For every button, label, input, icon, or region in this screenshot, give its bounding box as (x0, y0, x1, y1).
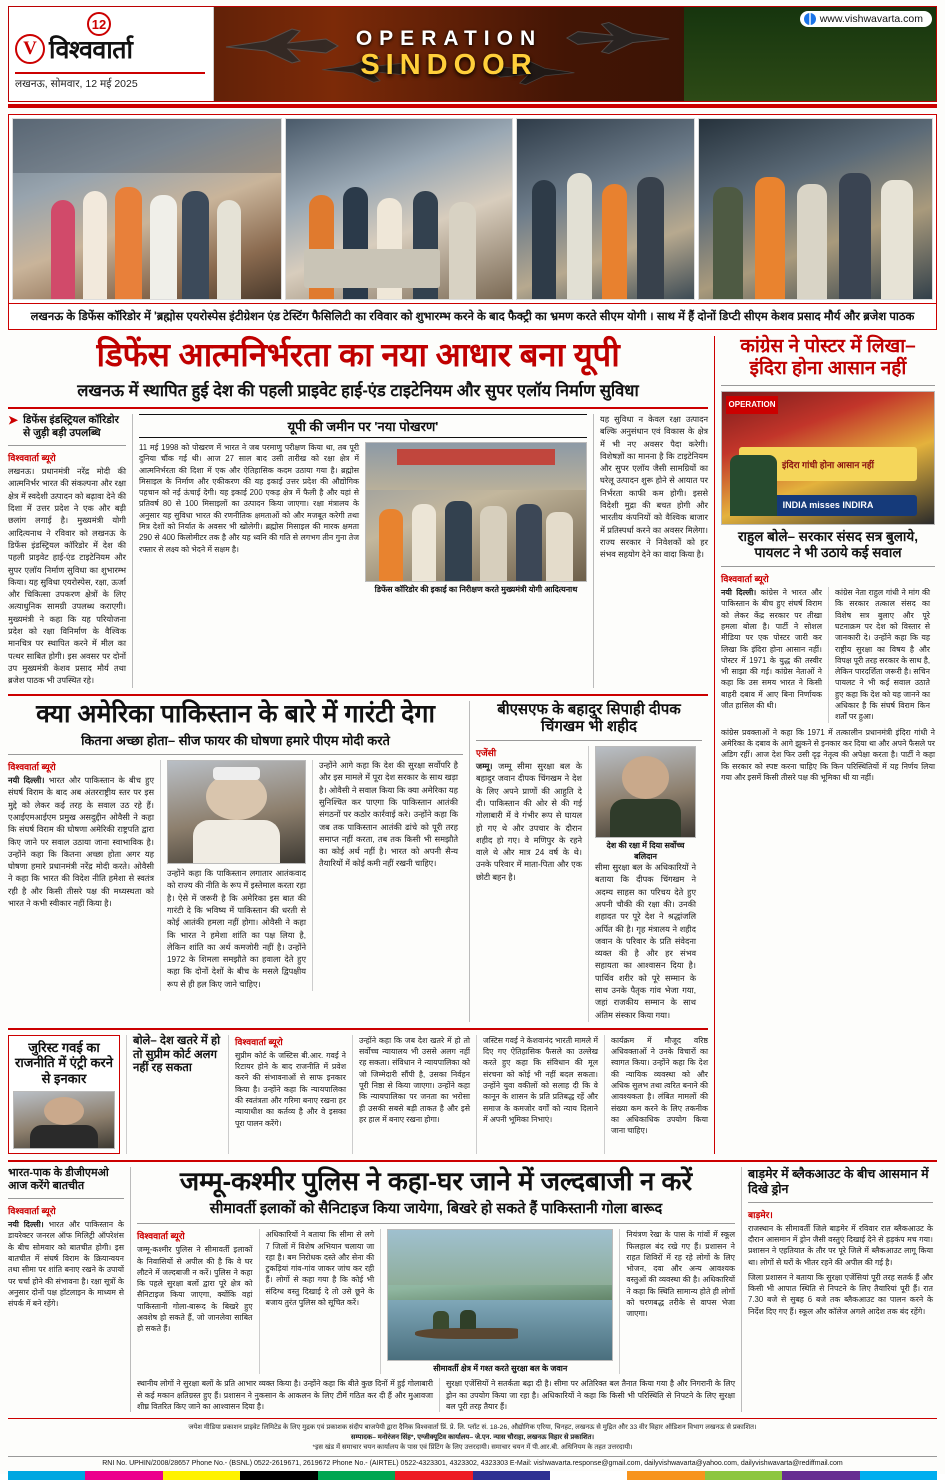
poster-text-1: इंदिरा गांधी होना आसान नहीं (739, 447, 917, 481)
imprint-line-3: *इस खंड में समाचार चयन कार्यालय के पास एवं प्रिंटिंग के लिए उत्तरदायी। समाचार चयन में पी.आर.बी. अधिनियम के तहत उत्तरदायी। (312, 1443, 633, 1451)
america-headline: क्या अमेरिका पाकिस्तान के बारे में गारंटी देगा (36, 699, 435, 728)
photo-strip (8, 114, 937, 304)
congress-body-3: कांग्रेस प्रवक्ताओं ने कहा कि 1971 में तत्कालीन प्रधानमंत्री इंदिरा गांधी ने अमेरिका के दबाव के आगे झुकने से इनकार कर दिया था और अपने फैसले पर अडिग रहीं। आज देश फिर उसी दृढ़ नेतृत्व की अपेक्षा करता है। पार्टी ने कहा कि सरकार को स्पष्ट करना चाहिए कि किन परिस्थितियों में यह निर्णय लिया गया और इसमें किसी तीसरे पक्ष की भूमिका थी या नहीं। (721, 727, 935, 782)
lead-column-1 (8, 414, 126, 688)
story-bsf (476, 701, 702, 1022)
news-photo (285, 118, 513, 300)
jk-body-2: अधिकारियों ने बताया कि सीमा से लगे 7 जिलों में विशेष अभियान चलाया जा रहा है। बम निरोधक दस्ते और सेना की टुकड़ियां गांव-गांव जाकर जांच कर रही हैं। लोगों से कहा गया है कि कोई भी संदिग्ध वस्तु दिखाई दे तो उसे छूने के बजाय तुरंत पुलिस को सूचित करें। (265, 1230, 375, 1308)
divider (476, 740, 702, 741)
masthead (8, 6, 937, 102)
congress-subhead: राहुल बोले– सरकार संसद सत्र बुलाये, पायलट ने भी उठाये कई सवाल (738, 528, 918, 560)
inset-photo (365, 442, 587, 582)
deepak-portrait (595, 746, 696, 838)
imprint-line-1: जयेश मीडिया प्रकाशन प्राइवेट लिमिटेड के लिए मुद्रक एवं प्रकाशक संदीप बाजपेयी द्वारा दैनिक विश्ववार्ता प्रिं. प्रे. लि. प्लॉट सं. 18-26, औद्योगिक एरिया, चिनहट, लखनऊ से मुद्रित और 33 वीर विहार ऑडिशन विभाग लखनऊ से प्रकाशित। (188, 1424, 757, 1432)
website-url[interactable] (800, 11, 932, 27)
divider (8, 445, 126, 446)
jk-body-4: स्थानीय लोगों ने सुरक्षा बलों के प्रति आभार व्यक्त किया है। उन्होंने कहा कि बीते कुछ दिनों में हुई गोलाबारी से कई मकान क्षतिग्रस्त हुए हैं। प्रशासन ने नुकसान के आकलन के लिए टीमें गठित कर दी हैं और मुआवजा शीघ्र वितरित किए जाने का आश्वासन दिया है। (137, 1379, 433, 1411)
lead-body-1: लखनऊ। प्रधानमंत्री नरेंद्र मोदी की आत्मनिर्भर भारत की संकल्पना और रक्षा क्षेत्र में स्वदेशी उत्पादन को बढ़ावा देने की दिशा में उत्तर प्रदेश ने एक और बड़ी छलांग लगाई है। मुख्यमंत्री योगी आदित्यनाथ ने रविवार को लखनऊ के डिफेंस इंडस्ट्रियल कॉरिडोर में देश की पहली प्राइवेट हाई-एंड टाइटेनियम और सुपर एलॉय निर्माण सुविधा का शुभारम्भ किया। यह सुविधा एयरोस्पेस, रक्षा, ऊर्जा और चिकित्सा उपकरण क्षेत्रों के लिए अत्याधुनिक सामग्री उपलब्ध कराएगी। मुख्यमंत्री ने कहा कि यह परियोजना प्रदेश को रक्षा विनिर्माण के वैश्विक मानचित्र पर स्थापित करने में मील का पत्थर साबित होगी। इस अवसर पर दोनों उप मुख्यमंत्री केशव प्रसाद मौर्य तथा ब्रजेश पाठक भी उपस्थित रहे। (8, 467, 126, 686)
divider (721, 566, 935, 567)
jurist-quote-head: बोले– देश खतरे में हो तो सुप्रीम कोर्ट अलग नहीं रह सकता (133, 1034, 221, 1075)
jurist-quote (126, 1035, 222, 1154)
inset-title: यूपी की जमीन पर 'नया पोखरण' (139, 414, 587, 438)
masthead-dateline: लखनऊ, सोमवार, 12 मई 2025 (15, 72, 205, 91)
divider (721, 385, 935, 386)
story-jk (130, 1167, 742, 1412)
operation-title-line2: SINDOOR (360, 48, 538, 81)
photo-strip-caption: लखनऊ के डिफेंस कॉरिडोर में 'ब्रह्मोस एयरोस्पेस इंटीग्रेशन एंड टेस्टिंग फैसिलिटी का रविवार को शुभारम्भ करने के बाद फैक्ट्री का भ्रमण करते सीएम योगी । साथ में हैं दोनों डिप्टी सीएम केशव प्रसाद मौर्य और ब्रजेश पाठक (8, 304, 937, 330)
lead-headline: डिफेंस आत्मनिर्भरता का नया आधार बना यूपी (96, 336, 620, 373)
news-photo (698, 118, 933, 300)
masthead-right-photo (684, 7, 936, 101)
america-body-3: उन्होंने आगे कहा कि देश की सुरक्षा सर्वोपरि है और इस मामले में पूरा देश सरकार के साथ खड़ा है। ओवैसी ने सवाल किया कि क्या अमेरिका यह सुनिश्चित कर पाएगा कि पाकिस्तान आतंकी संगठनों पर कठोर कार्रवाई करे। उन्होंने कहा कि जब तक पाकिस्तान आतंकी ढांचे को पूरी तरह समाप्त नहीं करता, तब तक किसी भी समझौते का कोई अर्थ नहीं है। भारत को अपनी सैन्य तैयारियों में कोई कमी नहीं रखनी चाहिए। (319, 761, 458, 869)
poster-text-2: INDIA misses INDIRA (739, 495, 917, 516)
rni-line: RNI No. UPHIN/2008/28657 Phone No.- (BSNL) 0522-2619671, 2619672 Phone No.- (AIRTEL) 0522-4323301, 4323302, 4323303 E-Mail: vishwavarta.response@gmail.com, dailyvishwavarta@yahoo.com, dailyvishwavarta@rediffmail.com (8, 1456, 937, 1467)
dgmo-brief (8, 1167, 124, 1412)
masthead-divider (8, 104, 937, 108)
news-photo (516, 118, 695, 300)
jurist-headline: जुरिस्ट गवई का राजनीति में एंट्री करने से इनकार (15, 1039, 113, 1087)
byline: बाड़मेर। (748, 1209, 773, 1220)
story-barmer (748, 1167, 933, 1412)
globe-icon (804, 13, 816, 25)
lead-kicker-text: डिफेंस इंडस्ट्रियल कॉरिडोर से जुड़ी बड़ी उपलब्धि (23, 413, 119, 440)
bsf-photo-caption: देश की रक्षा में दिया सर्वोच्च बलिदान (606, 841, 685, 862)
divider (748, 1202, 933, 1203)
jk-body-5: सुरक्षा एजेंसियों ने सतर्कता बढ़ा दी है। सीमा पर अतिरिक्त बल तैनात किया गया है और निगरानी के लिए ड्रोन का उपयोग किया जा रहा है। अधिकारियों ने कहा कि किसी भी परिस्थिति से निपटने के लिए सुरक्षा बल पूरी तरह तैयार हैं। (445, 1379, 735, 1411)
jurist-body-2: उन्होंने कहा कि जब देश खतरे में हो तो सर्वोच्च न्यायालय भी उससे अलग नहीं रह सकता। संविधान ने न्यायपालिका को जो जिम्मेदारी सौंपी है, उसका निर्वहन पूरी निष्ठा से किया जाएगा। उन्होंने कहा कि न्यायपालिका पर जनता का भरोसा ही उसकी सबसे बड़ी ताकत है और इसे हर हाल में बनाए रखना होगा। (359, 1035, 470, 1124)
arrow-icon: ➤ (8, 412, 19, 427)
news-photo (12, 118, 282, 300)
lead-body-3: यह सुविधा न केवल रक्षा उत्पादन बल्कि अनुसंधान एवं विकास के क्षेत्र में भी नए अवसर पैदा करेगी। विशेषज्ञों का मानना है कि टाइटेनियम और सुपर एलॉय जैसी सामग्रियों का घरेलू उत्पादन शुरू होने से आयात पर निर्भरता काफी कम होगी। इससे विदेशी मुद्रा की बचत होगी और भारतीय कंपनियों को वैश्विक बाजार में प्रतिस्पर्धा करने का अवसर मिलेगा। राज्य सरकार ने निवेशकों को हर संभव सहयोग देने का वादा किया है। (600, 414, 708, 560)
byline: एजेंसी (476, 748, 497, 759)
congress-body-2: कांग्रेस नेता राहुल गांधी ने मांग की कि सरकार तत्काल संसद का विशेष सत्र बुलाए और पूरे घटनाक्रम पर देश को विस्तार से जानकारी दे। उन्होंने कहा कि यह राष्ट्रीय सुरक्षा का विषय है और विपक्ष पूरी तरह सरकार के साथ है, लेकिन पारदर्शिता जरूरी है। सचिन पायलट ने भी कई सवाल उठाते हुए कहा कि देश को यह जानने का अधिकार है कि संघर्ष विराम किन शर्तों पर हुआ। (835, 588, 931, 722)
story-america (8, 701, 470, 1022)
right-rail (714, 336, 935, 1154)
jk-subhead: सीमावर्ती इलाकों को सैनिटाइज किया जायेगा, बिखरे हो सकते हैं पाकिस्तानी गोला बारूद (209, 1201, 663, 1218)
bsf-body-2: सीमा सुरक्षा बल के अधिकारियों ने बताया कि दीपक चिंगखम ने अदम्य साहस का परिचय देते हुए अपनी चौकी की रक्षा की। उनकी शहादत पर पूरे देश ने श्रद्धांजलि अर्पित की है। गृह मंत्रालय ने शहीद जवान के परिवार के प्रति संवेदना व्यक्त की है और हर संभव सहायता का आश्वासन दिया है। पार्थिव शरीर को पूरे सम्मान के साथ उनके पैतृक गांव भेजा गया, जहां राजकीय सम्मान के साथ अंतिम संस्कार किया गया। (595, 863, 696, 1020)
divider (8, 1198, 124, 1199)
imprint-line-2: सम्पादक– मनोरंजन सिंह*, एग्जीक्यूटिव कार्यालय– जे.एन. न्यास चौराहा, लखनऊ विहार से प्रकाशित। (350, 1434, 595, 1441)
byline: विश्ववार्ता ब्यूरो (8, 453, 56, 464)
congress-poster-photo: OPERATION इंदिरा गांधी होना आसान नहीं INDIA misses INDIRA (721, 391, 935, 525)
fighter-jet-icon (562, 17, 674, 59)
publication-logo-icon: V (15, 34, 45, 64)
byline: विश्ववार्ता ब्यूरो (8, 762, 56, 773)
america-subhead: कितना अच्छा होता– सीज फायर की घोषणा हमारे पीएम मोदी करते (81, 733, 390, 749)
barmer-body-2: जिला प्रशासन ने बताया कि सुरक्षा एजेंसियां पूरी तरह सतर्क हैं और किसी भी आपात स्थिति से निपटने के लिए तैयारियां पूरी हैं। रात 7.30 बजे से सुबह 6 बजे तक ब्लैकआउट का पालन करने के निर्देश दिए गए हैं। स्कूल और कॉलेज अगले आदेश तक बंद रहेंगे। (748, 1272, 933, 1316)
bsf-body-1: जम्मू। जम्मू सीमा सुरक्षा बल के बहादुर जवान दीपक चिंगखम ने देश के लिए अपने प्राणों की आहुति दे दी। पाकिस्तान की ओर से की गई गोलाबारी में वे गंभीर रूप से घायल हो गए थे और उपचार के दौरान शहीद हो गए। वे मणिपुर के रहने वाले थे और मात्र 24 वर्ष के थे। उनके परिवार में माता-पिता और एक छोटी बहन है। (476, 762, 582, 882)
page-number: 12 (87, 12, 111, 36)
divider (8, 754, 463, 755)
jk-body-3: नियंत्रण रेखा के पास के गांवों में स्कूल फिलहाल बंद रखे गए हैं। प्रशासन ने राहत शिविरों में रह रहे लोगों के लिए भोजन, दवा और अन्य आवश्यक वस्तुओं की व्यवस्था की है। अधिकारियों ने कहा कि स्थिति सामान्य होते ही लोगों को चरणबद्ध तरीके से वापस भेजा जाएगा। (626, 1230, 735, 1319)
jurist-body-4: कार्यक्रम में मौजूद वरिष्ठ अधिवक्ताओं ने उनके विचारों का स्वागत किया। उन्होंने कहा कि देश की न्यायिक व्यवस्था को और अधिक सुलभ तथा त्वरित बनाने की आवश्यकता है। लंबित मामलों की संख्या कम करने के लिए तकनीक का अधिकाधिक उपयोग किया जाना चाहिए। (611, 1035, 708, 1136)
gavai-portrait (13, 1091, 115, 1149)
jk-photo-caption: सीमावर्ती क्षेत्र में गश्त करते सुरक्षा बल के जवान (433, 1364, 568, 1374)
inset-body: 11 मई 1998 को पोखरण में भारत ने जब परमाणु परीक्षण किया था, तब पूरी दुनिया चौंक गई थी। आज 27 साल बाद उसी तारीख को रक्षा क्षेत्र में आत्मनिर्भरता की दिशा में एक और ऐतिहासिक कदम उठाया गया है। ब्रह्मोस मिसाइल के निर्माण और एकीकरण की यह इकाई उत्तर प्रदेश की औद्योगिक पहचान को नई ऊंचाई देगी। यह इकाई 200 एकड़ क्षेत्र में फैली है और यहां से प्रतिवर्ष 80 से 100 मिसाइलों का उत्पादन किया जाएगा। रक्षा मंत्रालय के अनुसार यह सुविधा भारत की रणनीतिक क्षमताओं को और मजबूत करेगी तथा मित्र देशों को निर्यात के अवसर भी खोलेगी। ब्रह्मोस मिसाइल की मारक क्षमता 290 से 400 किलोमीटर तक है और यह ध्वनि की गति से लगभग तीन गुना तेज रफ्तार से लक्ष्य को भेदने में सक्षम है। (139, 442, 360, 554)
operation-title-line1: OPERATION (355, 26, 543, 50)
jk-photo (387, 1229, 613, 1361)
divider (8, 694, 708, 696)
america-body-2: उन्होंने कहा कि पाकिस्तान लगातार आतंकवाद को राज्य की नीति के रूप में इस्तेमाल करता रहा है। ऐसे में जरूरी है कि अमेरिका इस बात की गारंटी दे कि भविष्य में पाकिस्तान की धरती से कोई आतंकी हमला नहीं होगा। ओवैसी ने कहा कि भारत ने हमेशा शांति का पक्ष लिया है, लेकिन शांति का अर्थ कमजोरी नहीं है। उन्होंने 1972 के शिमला समझौते का हवाला देते हुए कहा कि दोनों देशों के बीच के मसले द्विपक्षीय रूप से ही हल किए जाने चाहिए। (167, 869, 306, 989)
story-jurist-head (8, 1035, 120, 1154)
byline: विश्ववार्ता ब्यूरो (8, 1206, 56, 1217)
dgmo-kicker: भारत-पाक के डीजीएमओ आज करेंगे बातचीत (8, 1166, 109, 1192)
lead-column-3 (600, 414, 708, 688)
owaisi-portrait (167, 760, 306, 864)
print-registration-bar (8, 1471, 937, 1480)
barmer-headline: बाड़मेर में ब्लैकआउट के बीच आसमान में दिखे ड्रोन (748, 1166, 929, 1196)
lead-subhead: लखनऊ में स्थापित हुई देश की पहली प्राइवेट हाई-एंड टाइटेनियम और सुपर एलॉय निर्माण सुविधा (77, 381, 639, 400)
bsf-headline: बीएसएफ के बहादुर सिपाही दीपक चिंगखम भी शहीद (497, 700, 681, 735)
america-body-1: नयी दिल्ली। भारत और पाकिस्तान के बीच हुए संघर्ष विराम के बाद अब अंतरराष्ट्रीय स्तर पर इस मुद्दे को लेकर कई तरह के सवाल उठ रहे हैं। एआईएमआईएम प्रमुख असदुद्दीन ओवैसी ने कहा कि संघर्ष विराम की घोषणा अमेरिकी राष्ट्रपति द्वारा किए जाने पर सवाल उठाया जाना स्वाभाविक है। उन्होंने कहा कि कितना अच्छा होता अगर यह घोषणा हमारे प्रधानमंत्री नरेंद्र मोदी करते। ओवैसी ने कहा कि भारत की विदेश नीति हमेशा से स्वतंत्र रही है और किसी तीसरे पक्ष की मध्यस्थता को भारत ने कभी स्वीकार नहीं किया है। (8, 776, 154, 908)
jk-body-1: जम्मू-कश्मीर पुलिस ने सीमावर्ती इलाकों के निवासियों से अपील की है कि वे घर लौटने में जल्दबाजी न करें। पुलिस ने कहा कि पहले सुरक्षा बलों द्वारा पूरे क्षेत्र को सैनिटाइज किया जाएगा, क्योंकि वहां पाकिस्तानी गोला-बारूद के बिखरे हुए अवशेष हो सकते हैं, जो जानलेवा साबित हो सकते हैं। (137, 1245, 253, 1334)
jk-headline: जम्मू-कश्मीर पुलिस ने कहा-घर जाने में जल्दबाजी न करें (179, 1165, 693, 1196)
congress-headline: कांग्रेस ने पोस्टर में लिखा– इंदिरा होना आसान नहीं (740, 336, 916, 379)
main-column (8, 336, 708, 1154)
jurist-body-1: सुप्रीम कोर्ट के जस्टिस बी.आर. गवई ने रिटायर होने के बाद राजनीति में प्रवेश करने की संभावनाओं से साफ इनकार किया है। उन्होंने कहा कि न्यायपालिका की स्वतंत्रता और गरिमा बनाए रखना हर न्यायाधीश का कर्तव्य है और वे इसका पूरा पालन करेंगे। (235, 1050, 346, 1128)
divider (137, 1223, 735, 1224)
website-url-text: www.vishwavarta.com (819, 13, 923, 25)
inset-photo-caption: डिफेंस कॉरिडोर की इकाई का निरीक्षण करते मुख्यमंत्री योगी आदित्यनाथ (374, 584, 578, 594)
divider (8, 1160, 937, 1162)
dgmo-body: नयी दिल्ली। भारत और पाकिस्तान के डायरेक्टर जनरल ऑफ मिलिट्री ऑपरेशंस के बीच सोमवार को बातचीत होगी। इस बातचीत में संघर्ष विराम के क्रियान्वयन तथा सीमा पर शांति बनाए रखने के उपायों पर चर्चा होने की संभावना है। रक्षा सूत्रों के अनुसार दोनों पक्ष हॉटलाइन के माध्यम से संपर्क में बने रहेंगे। (8, 1220, 124, 1309)
imprint (8, 1418, 937, 1453)
operation-banner (214, 7, 684, 101)
byline: विश्ववार्ता ब्यूरो (721, 574, 769, 585)
congress-body-1: नयी दिल्ली। कांग्रेस ने भारत और पाकिस्तान के बीच हुए संघर्ष विराम को लेकर केंद्र सरकार पर तीखा हमला बोला है। पार्टी ने सोशल मीडिया पर एक पोस्टर जारी कर लिखा कि इंदिरा होना आसान नहीं। पोस्टर में 1971 के युद्ध की तस्वीर भी साझा की गई। कांग्रेस नेताओं ने कहा कि उस समय भारत ने किसी बाहरी दबाव में आए बिना निर्णायक जीत हासिल की थी। (721, 588, 822, 711)
byline: विश्ववार्ता ब्यूरो (137, 1231, 185, 1242)
lead-inset-box (132, 414, 594, 688)
divider (8, 1028, 708, 1030)
publication-title: विश्ववार्ता (49, 35, 133, 64)
divider (8, 407, 708, 409)
masthead-nameplate (9, 7, 214, 101)
lead-kicker (8, 414, 126, 440)
byline: विश्ववार्ता ब्यूरो (235, 1036, 283, 1047)
barmer-body-1: राजस्थान के सीमावर्ती जिले बाड़मेर में रविवार रात ब्लैकआउट के दौरान आसमान में ड्रोन जैसी वस्तुएं दिखाई देने से हड़कंप मच गया। प्रशासन ने एहतियात के तौर पर पूरे जिले में ब्लैकआउट लागू किया था। लोगों से घरों के भीतर रहने की अपील की गई है। (748, 1223, 933, 1267)
jurist-body-3: जस्टिस गवई ने केशवानंद भारती मामले में दिए गए ऐतिहासिक फैसले का उल्लेख करते हुए कहा कि संविधान की मूल संरचना को कोई भी नहीं बदल सकता। उन्होंने युवा वकीलों को सलाह दी कि वे कानून के शासन के प्रति प्रतिबद्ध रहें और समाज के कमजोर वर्गों को न्याय दिलाने में अपनी भूमिका निभाएं। (483, 1035, 598, 1124)
